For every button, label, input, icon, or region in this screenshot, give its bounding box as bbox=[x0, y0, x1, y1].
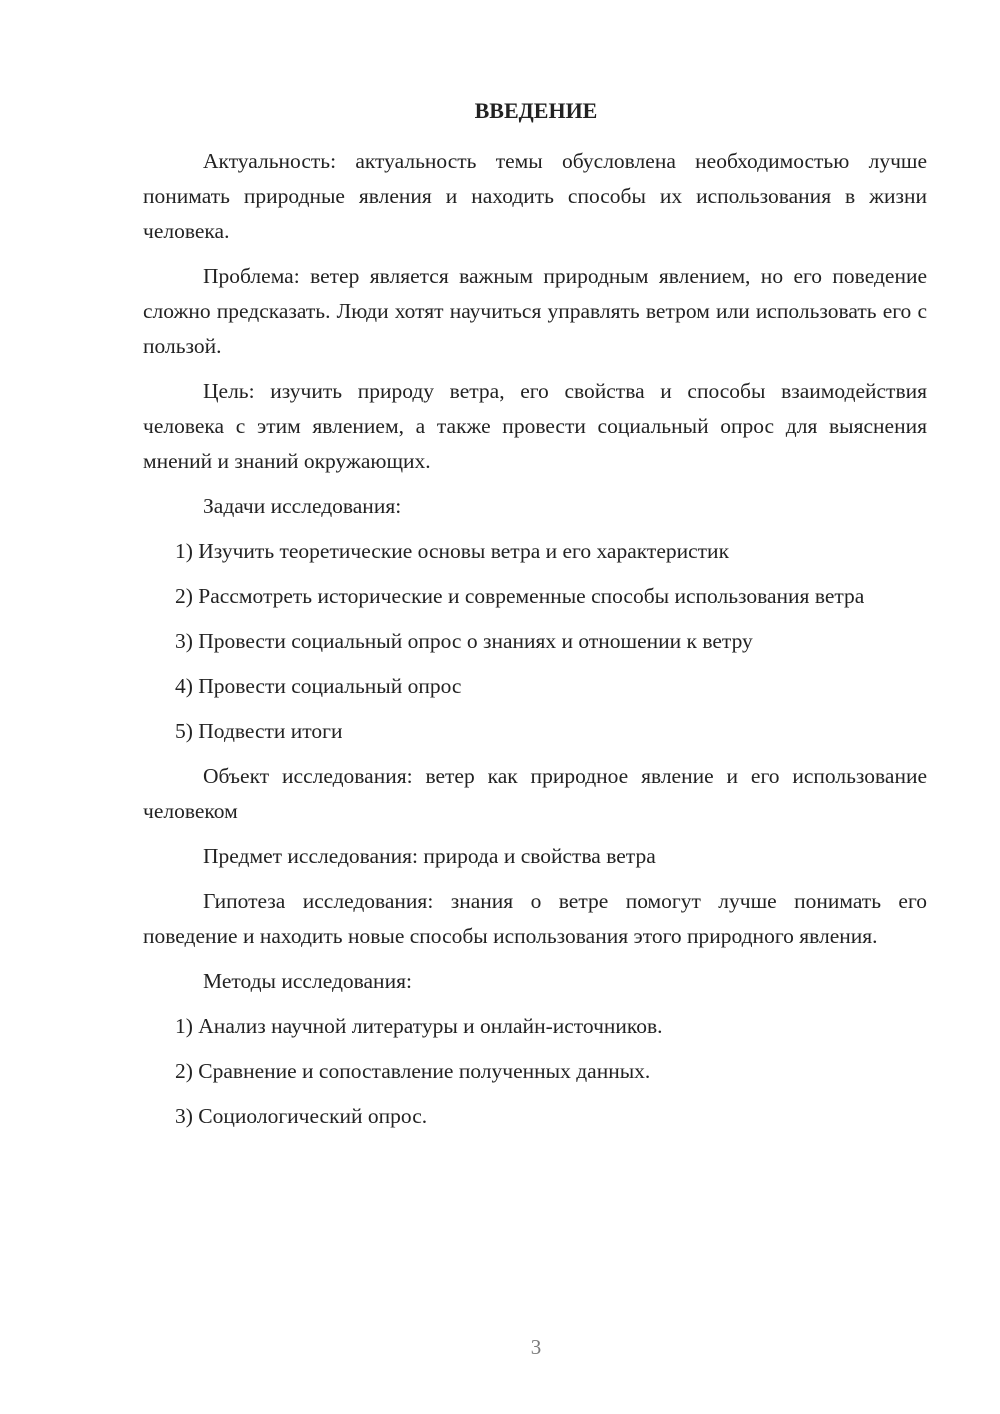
paragraph-goal: Цель: изучить природу ветра, его свойства и способы взаимодействия человека с этим явлением, а также провести социальный опрос для выяснения мнений и знаний окружающих. bbox=[143, 379, 927, 473]
paragraph-hypothesis: Гипотеза исследования: знания о ветре помогут лучше понимать его поведение и находить новые способы использования этого природного явления. bbox=[143, 889, 927, 948]
paragraph-subject: Предмет исследования: природа и свойства ветра bbox=[203, 844, 656, 868]
task-item: 5) Подвести итоги bbox=[175, 719, 343, 743]
page-number: 3 bbox=[530, 1335, 542, 1359]
paragraph-object: Объект исследования: ветер как природное явление и его использование человеком bbox=[143, 764, 927, 823]
task-item: 1) Изучить теоретические основы ветра и его характеристик bbox=[175, 539, 730, 563]
method-item: 2) Сравнение и сопоставление полученных данных. bbox=[175, 1059, 651, 1083]
paragraph-relevance: Актуальность: актуальность темы обусловлена необходимостью лучше понимать природные явления и находить способы их использования в жизни человека. bbox=[143, 149, 927, 243]
method-item: 1) Анализ научной литературы и онлайн-источников. bbox=[175, 1014, 663, 1038]
task-item: 4) Провести социальный опрос bbox=[175, 674, 462, 698]
paragraph-problem: Проблема: ветер является важным природным явлением, но его поведение сложно предсказать. Люди хотят научиться управлять ветром или использовать его с пользой. bbox=[143, 264, 927, 358]
paragraph-tasks-heading: Задачи исследования: bbox=[203, 494, 402, 518]
task-item: 2) Рассмотреть исторические и современные способы использования ветра bbox=[175, 584, 865, 608]
task-item: 3) Провести социальный опрос о знаниях и отношении к ветру bbox=[175, 629, 753, 653]
section-title: ВВЕДЕНИЕ bbox=[474, 98, 598, 123]
body-text bbox=[143, 144, 927, 1144]
paragraph-methods-heading: Методы исследования: bbox=[203, 969, 412, 993]
method-item: 3) Социологический опрос. bbox=[175, 1104, 428, 1128]
